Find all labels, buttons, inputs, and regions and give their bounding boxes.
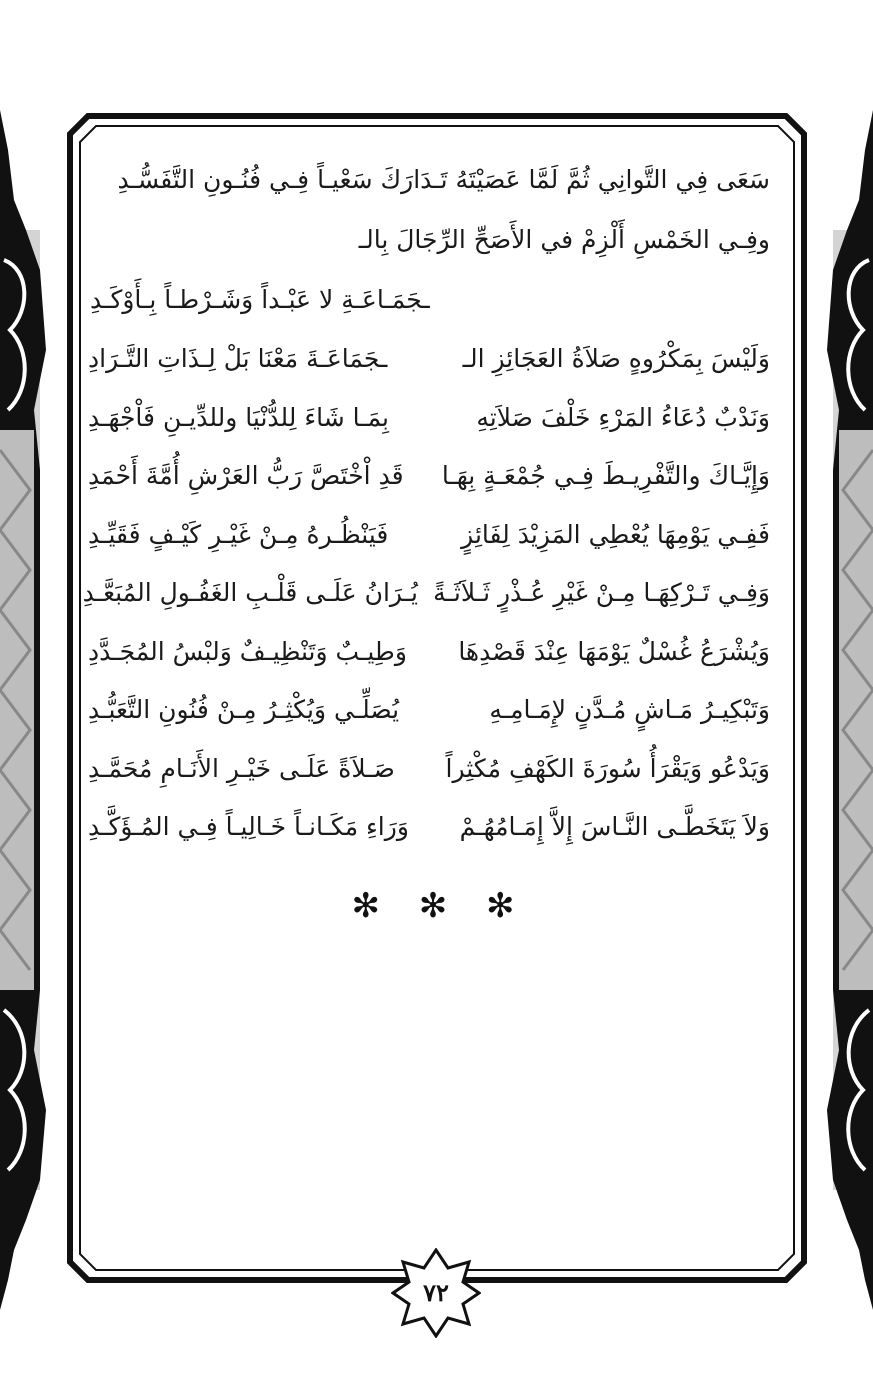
section-separator: ✻ ✻ ✻ bbox=[351, 886, 529, 926]
verse-second-hemistich: بِمَـا شَاءَ لِلدُّنْيَا وللدِّيـنِ فَاْجْهَـدِ bbox=[88, 402, 389, 432]
verse-row bbox=[80, 798, 780, 857]
left-ornament-border bbox=[0, 110, 58, 1310]
verse-first-hemistich: وَفِـي تَـرْكِهَـا مِـنْ غَيْرِ عُـذْرٍ ثَـلاَثَـةً bbox=[433, 578, 770, 607]
verse-second-hemistich: وَرَاءِ مَكَـانـاً خَـالِيـاً فِـي المُـؤَكَّـدِ bbox=[88, 812, 409, 841]
verse-first-hemistich: وَيَدْعُو وَيَقْرَأُ سُورَةَ الكَهْفِ مُكْثِراً bbox=[445, 753, 770, 783]
verse-row bbox=[80, 330, 780, 389]
verse-row bbox=[80, 564, 780, 623]
verse-first-hemistich: وَلَيْسَ بِمَكْرُوهٍ صَلاَةُ العَجَائِزِ الـ bbox=[462, 344, 770, 373]
right-ornament-border bbox=[815, 110, 873, 1310]
verse-row bbox=[80, 623, 780, 682]
verse-second-hemistich: قَدِ اْخْتَصَّ رَبُّ العَرْشِ أُمَّةَ أَحْمَدِ bbox=[88, 461, 404, 490]
verse-row bbox=[80, 681, 780, 740]
verse-row bbox=[80, 447, 780, 506]
verse-second-hemistich: صَـلاَةً عَلَـى خَيْـرِ الأَنَـامِ مُحَمَّـدِ bbox=[88, 753, 395, 783]
verse-second-hemistich: فَيَنْظُـرهُ مِـنْ غَيْـرِ كَيْـفٍ فَقَيِّـدِ bbox=[88, 519, 389, 549]
verse-row bbox=[80, 506, 780, 565]
page-number-badge bbox=[391, 1248, 481, 1338]
verse-second-hemistich: ـجَمَاعَـةَ مَعْنَا بَلْ لِـذَاتِ التَّـرَادِ bbox=[88, 344, 388, 373]
verse-first-hemistich: وَيُشْرَعُ غُسْلٌ يَوْمَهَا عِنْدَ قَصْدِهَا bbox=[458, 636, 770, 666]
verse-row bbox=[80, 740, 780, 799]
verse-second-hemistich: يُـرَانُ عَلَـى قَلْـبِ الغَفُـولِ المُبَعَّـدِ bbox=[82, 578, 418, 607]
verse-row bbox=[80, 389, 780, 448]
poem-body bbox=[80, 150, 780, 857]
verse-first-hemistich: وَلاَ يَتَخَطَّـى النَّـاسَ إِلاَّ إِمَـامُهُـمْ bbox=[459, 812, 770, 841]
verse-first-hemistich: وَنَدْبٌ دُعَاءُ المَرْءِ خَلْفَ صَلاَتِهِ bbox=[476, 402, 770, 432]
verse-first-hemistich: وَتَبْكِيـرُ مَـاشٍ مُـدَّنٍ لإِمَـامِـهِ bbox=[489, 695, 770, 724]
prose-line-2: وفِـي الخَمْسِ أَلْزِمْ في الأَصَحِّ الرِّجَالَ بِالـ bbox=[358, 225, 770, 254]
verse-first-hemistich: وَإِيَّـاكَ والتَّفْرِيـطَ فِـي جُمْعَـةٍ بِهَـا bbox=[441, 461, 770, 490]
verse-second-hemistich: يُصَلِّـي وَيُكْثِـرُ مِـنْ فُنُونِ التَّعَبُّـدِ bbox=[88, 695, 400, 724]
verse-first-hemistich: فَفِـي يَوْمِهَا يُعْطِي المَزِيْدَ لِفَائِزٍ bbox=[461, 519, 770, 549]
page-number: ٧٢ bbox=[423, 1278, 449, 1307]
prose-line-3: ـجَمَـاعَـةِ لا عَبْـداً وَشَـرْطـاً بِـأَوْكَـدِ bbox=[90, 285, 430, 314]
verse-second-hemistich: وَطِيـبٌ وَتَنْظِيـفٌ وَلبْسُ المُجَـدَّدِ bbox=[88, 636, 407, 666]
prose-line-1: سَعَى فِي التَّوانِي ثُمَّ لَمَّا عَصَيْتَهُ تَـدَارَكَ سَعْيـاً فِـي فُنُـونِ التَّفَسُّـدِ bbox=[117, 165, 770, 194]
